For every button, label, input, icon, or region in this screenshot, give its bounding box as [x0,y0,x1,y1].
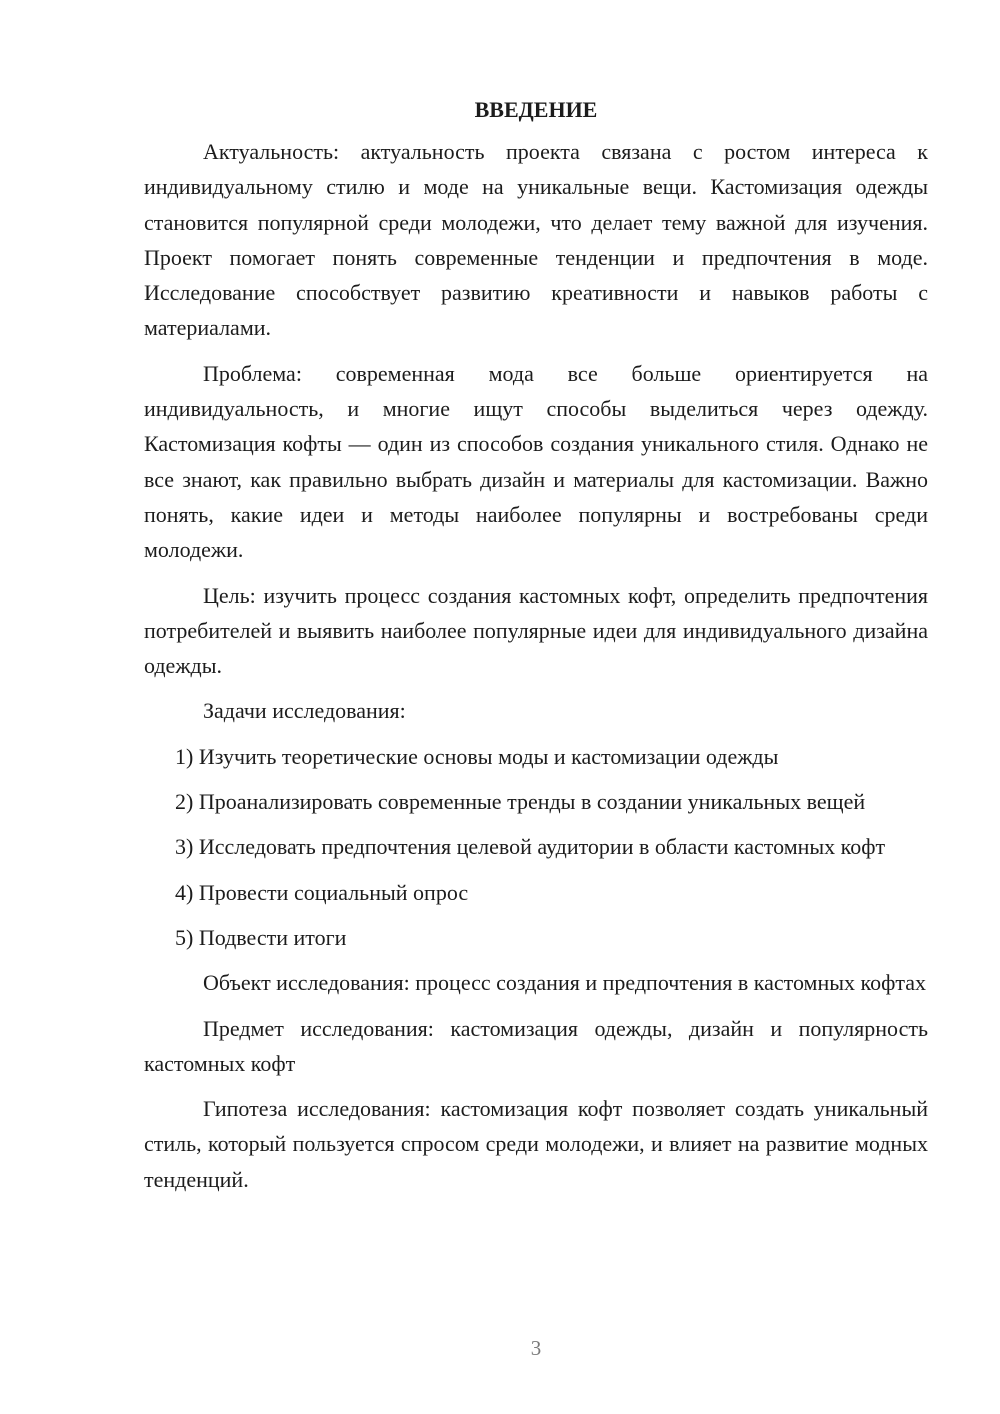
task-item-1: 1) Изучить теоретические основы моды и кастомизации одежды [175,743,779,769]
paragraph-relevance: Актуальность: актуальность проекта связана с ростом интереса к индивидуальному стилю и моде на уникальные вещи. Кастомизация одежды становится популярной среди молодежи, что делает тему важной для изучения. Проект помогает понять современные тенденции и предпочтения в моде. Исследование способствует развитию креативности и навыков работы с материалами. [144,139,928,341]
page-number: 3 [530,1336,542,1360]
section-title: ВВЕДЕНИЕ [474,97,598,122]
paragraph-problem: Проблема: современная мода все больше ориентируется на индивидуальность, и многие ищут способы выделиться через одежду. Кастомизация кофты — один из способов создания уникального стиля. Однако не все знают, как правильно выбрать дизайн и материалы для кастомизации. Важно понять, какие идеи и методы наиболее популярны и востребованы среди молодежи. [144,360,928,563]
paragraph-hypothesis: Гипотеза исследования: кастомизация кофт позволяет создать уникальный стиль, который пользуется спросом среди молодежи, и влияет на развитие модных тенденций. [144,1096,928,1192]
task-item-2: 2) Проанализировать современные тренды в создании уникальных вещей [175,789,866,815]
paragraph-tasks-heading: Задачи исследования: [203,698,406,724]
task-item-4: 4) Провести социальный опрос [175,879,469,905]
document-body [144,92,928,1207]
task-item-3: 3) Исследовать предпочтения целевой аудитории в области кастомных кофт [175,834,886,860]
task-item-5: 5) Подвести итоги [175,924,347,950]
paragraph-object: Объект исследования: процесс создания и предпочтения в кастомных кофтах [203,970,927,996]
paragraph-goal: Цель: изучить процесс создания кастомных кофт, определить предпочтения потребителей и выявить наиболее популярные идеи для индивидуального дизайна одежды. [144,582,928,679]
paragraph-subject: Предмет исследования: кастомизация одежды, дизайн и популярность кастомных кофт [144,1015,928,1076]
